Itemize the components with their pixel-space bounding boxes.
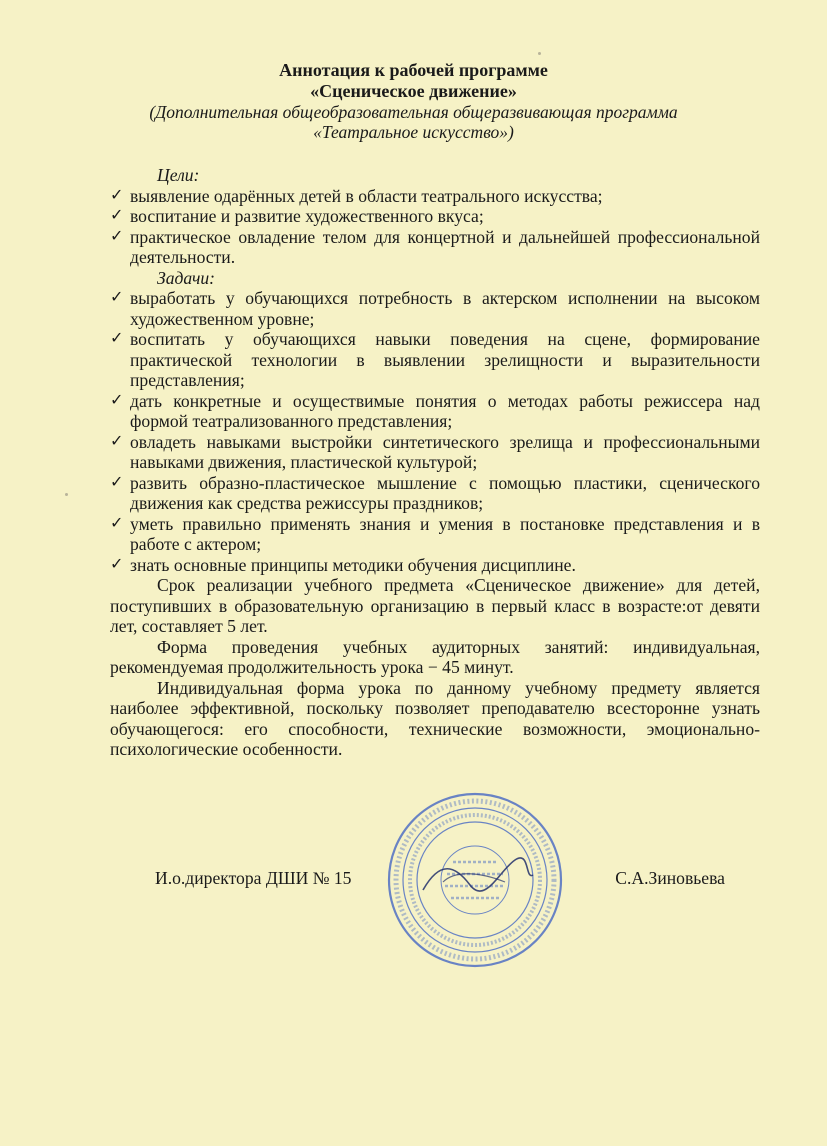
task-item: [110, 329, 760, 391]
task-item: [110, 473, 760, 514]
document-header: [0, 60, 827, 142]
task-item: [110, 555, 760, 576]
check-icon: ✓: [110, 207, 124, 224]
check-icon: ✓: [110, 473, 124, 491]
tasks-list: [110, 288, 760, 575]
goal-text: практическое овладение телом для концертной и дальнейшей профессиональной деятельности.: [130, 226, 760, 267]
task-text: знать основные принципы методики обучения дисциплине.: [130, 554, 576, 575]
tasks-label: Задачи:: [157, 267, 216, 288]
task-text: уметь правильно применять знания и умения в постановке представления и в работе с актером;: [130, 513, 760, 554]
check-icon: ✓: [110, 330, 124, 347]
official-stamp-icon: [385, 790, 565, 970]
duration-paragraph: Срок реализации учебного предмета «Сценическое движение» для детей, поступивших в образовательную организацию в первый класс в возрасте:от девяти лет, составляет 5 лет.: [110, 575, 760, 636]
check-icon: ✓: [110, 186, 124, 204]
task-text: воспитать у обучающихся навыки поведения на сцене, формирование практической технологии в выявлении зрелищности и выразительности представления;: [130, 329, 760, 390]
document-body: [110, 165, 760, 760]
signatory-position: И.о.директора ДШИ № 15: [155, 868, 352, 888]
task-item: [110, 514, 760, 555]
subtitle-line-1: (Дополнительная общеобразовательная общеразвивающая программа: [149, 102, 678, 122]
task-item: [110, 288, 760, 329]
task-text: дать конкретные и осуществимые понятия о методах работы режиссера над формой театрализованного представления;: [130, 390, 760, 431]
goal-text: выявление одарённых детей в области театрального искусства;: [130, 185, 603, 206]
check-icon: ✓: [110, 227, 124, 245]
check-icon: ✓: [110, 391, 124, 409]
check-icon: ✓: [110, 432, 124, 450]
goal-text: воспитание и развитие художественного вкуса;: [130, 206, 484, 226]
title-line-2: «Сценическое движение»: [310, 81, 517, 101]
subtitle-line-2: «Театральное искусство»): [313, 122, 514, 142]
individual-paragraph: Индивидуальная форма урока по данному учебному предмету является наиболее эффективной, поскольку позволяет преподавателю всесторонне узнать обучающегося: его способности, технические возможности, эмоционально-психологические особенности.: [110, 677, 760, 759]
title-line-1: Аннотация к рабочей программе: [279, 60, 548, 80]
task-text: развить образно-пластическое мышление с помощью пластики, сценического движения как средства режиссуры праздников;: [130, 472, 760, 513]
goal-item: [110, 227, 760, 268]
paper-speck: [65, 493, 68, 496]
goal-item: [110, 206, 760, 227]
task-text: выработать у обучающихся потребность в актерском исполнении на высоком художественном уровне;: [130, 288, 760, 329]
goals-list: [110, 186, 760, 268]
check-icon: ✓: [110, 555, 124, 573]
task-item: [110, 432, 760, 473]
goals-label: Цели:: [157, 165, 200, 185]
check-icon: ✓: [110, 289, 124, 306]
signatory-name: С.А.Зиновьева: [615, 868, 725, 888]
task-item: [110, 391, 760, 432]
form-paragraph: Форма проведения учебных аудиторных занятий: индивидуальная, рекомендуемая продолжительность урока − 45 минут.: [110, 636, 760, 677]
check-icon: ✓: [110, 514, 124, 532]
paper-speck: [538, 52, 541, 55]
goal-item: [110, 186, 760, 207]
task-text: овладеть навыками выстройки синтетического зрелища и профессиональными навыками движения, пластической культурой;: [130, 431, 760, 472]
